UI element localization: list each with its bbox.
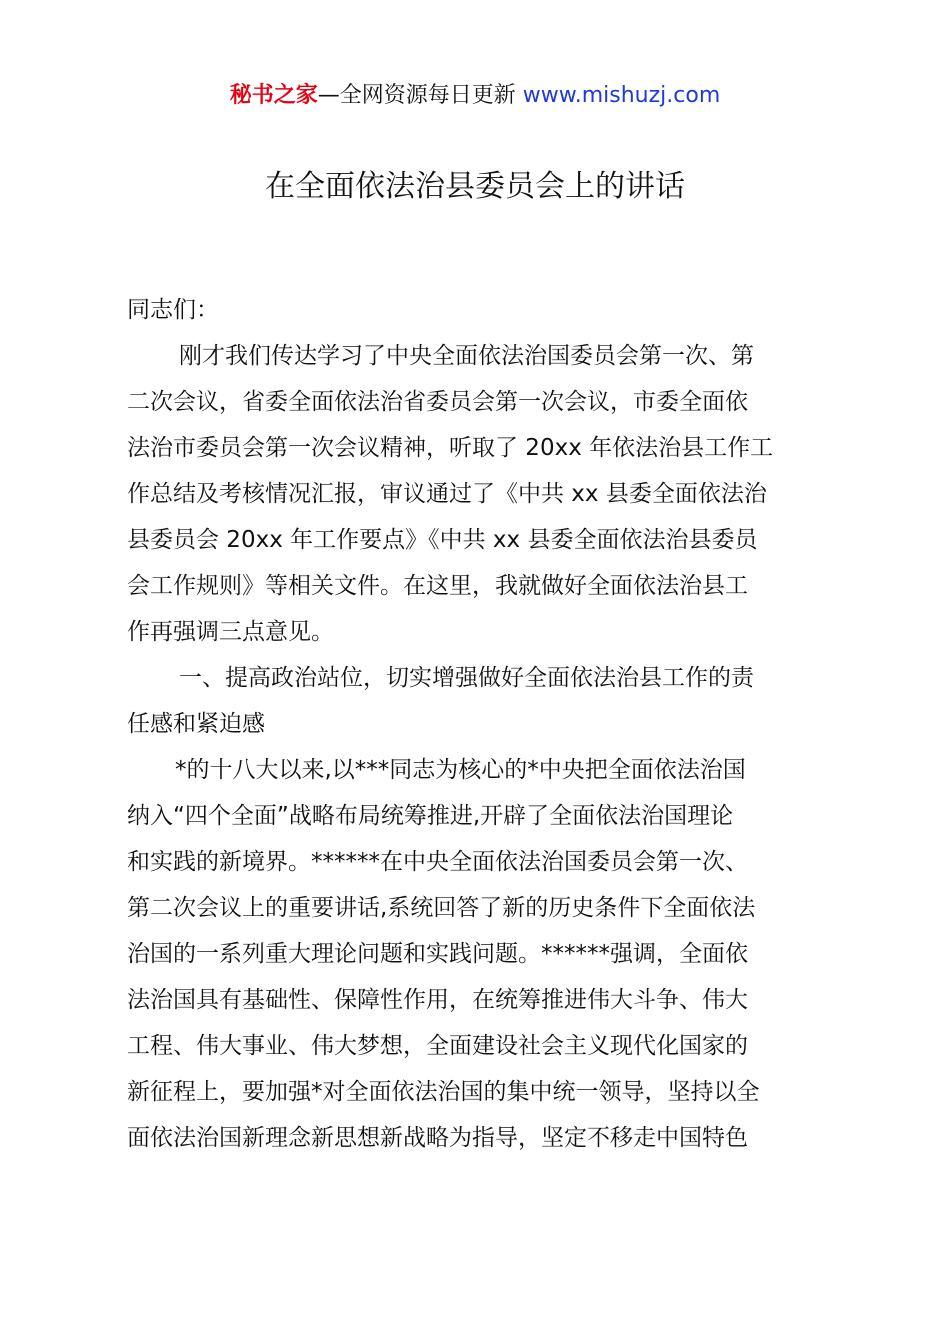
text-line: 第二次会议上的重要讲话,系统回答了新的历史条件下全面依法	[127, 895, 756, 921]
text-line: 面依法治国新理念新思想新战略为指导，坚定不移走中国特色	[127, 1125, 748, 1151]
text-line: 刚才我们传达学习了中央全面依法治国委员会第一次、第	[179, 343, 754, 369]
text-line: 二次会议，省委全面依法治省委员会第一次会议，市委全面依	[127, 389, 748, 415]
text-line: 县委员会 20xx 年工作要点》《中共 xx 县委全面依法治县委员	[127, 527, 758, 553]
text-line: 作再强调三点意见。	[127, 619, 334, 645]
text-line: 会工作规则》等相关文件。在这里，我就做好全面依法治县工	[127, 573, 748, 599]
text-line: 作总结及考核情况汇报，审议通过了《中共 xx 县委全面依法治	[127, 481, 767, 507]
text-line: 法治国具有基础性、保障性作用，在统筹推进伟大斗争、伟大	[127, 987, 748, 1013]
salutation-text: 同志们：	[127, 297, 219, 323]
salutation	[127, 287, 833, 333]
heading-line: 一、提高政治站位，切实增强做好全面依法治县工作的责	[179, 665, 754, 691]
text-line: 新征程上，要加强*对全面依法治国的集中统一领导，坚持以全	[127, 1079, 760, 1105]
document-body	[127, 287, 833, 1161]
document-title: 在全面依法治县委员会上的讲话	[265, 169, 685, 204]
section-heading	[127, 655, 833, 747]
site-brand: 秘书之家	[229, 83, 318, 108]
site-url-link[interactable]: www.mishuzj.com	[515, 83, 721, 108]
site-tagline: —全网资源每日更新	[317, 83, 516, 108]
site-header	[0, 80, 950, 112]
text-line: 和实践的新境界。******在中央全面依法治国委员会第一次、	[127, 849, 748, 875]
paragraph-intro	[127, 333, 833, 655]
text-line: 法治市委员会第一次会议精神，听取了 20xx 年依法治县工作工	[127, 435, 774, 461]
text-line: 纳入“四个全面”战略布局统筹推进,开辟了全面依法治国理论	[127, 803, 734, 829]
text-line: 治国的一系列重大理论问题和实践问题。******强调，全面依	[127, 941, 748, 967]
text-line: 工程、伟大事业、伟大梦想，全面建设社会主义现代化国家的	[127, 1033, 748, 1059]
text-line: *的十八大以来,以***同志为核心的*中央把全面依法治国	[175, 757, 746, 783]
paragraph-body	[127, 747, 833, 1161]
heading-line: 任感和紧迫感	[127, 711, 265, 737]
